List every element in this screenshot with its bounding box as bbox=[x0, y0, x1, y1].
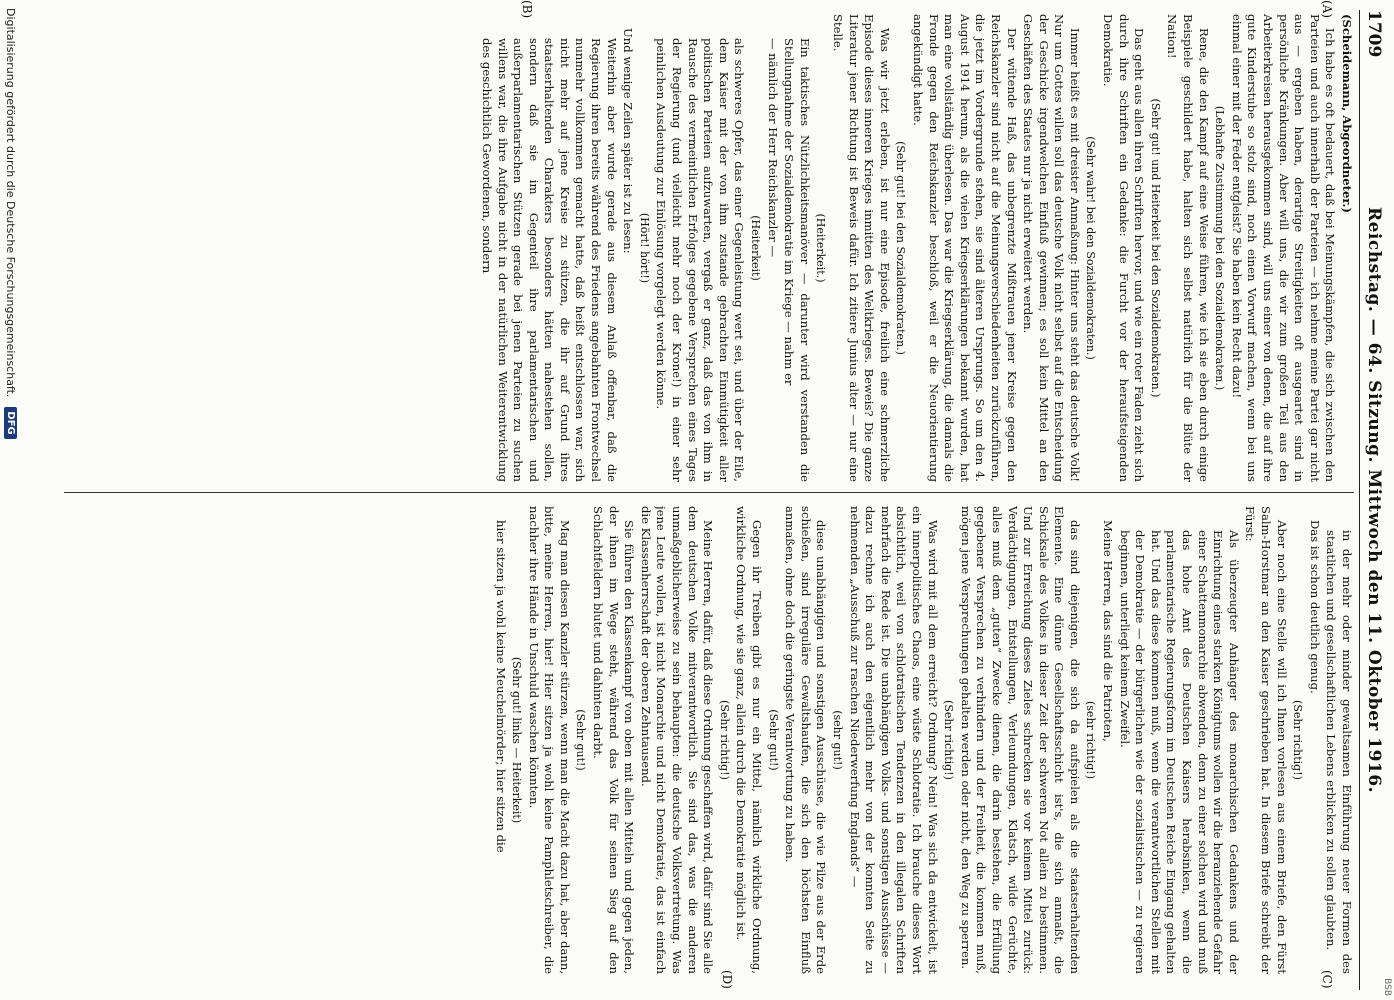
paragraph: Immer heißt es mit dreister Anmaßung: Hinter uns steht das deutsche Volk! Nur um Gottes willen soll das deutsche Volk nicht selbst auf die Entscheidung der Geschicke irgendwelchen Einfluß gewinnen; es soll kein Mittel an den Geschäften des Staates nur ja nicht erweitert werden. bbox=[1021, 14, 1082, 482]
paragraph: Meine Herren, das sind die Patrioten, bbox=[1101, 520, 1116, 742]
reaction: (sehr gut!) bbox=[831, 710, 844, 770]
paragraph: Das geht aus allen ihren Schriften hervor, und wie ein roter Faden zieht sich durch ihre Schriften ein Gedanke: die Furcht vor der heraufsteigenden Demokratie. bbox=[1101, 14, 1147, 482]
right-column bbox=[64, 506, 1354, 974]
reaction: (Sehr gut!) bbox=[766, 709, 780, 771]
paragraph: hier sitzen ja wohl keine Meuchelmörder; hier sitzen die bbox=[493, 520, 508, 853]
reaction: (Hört! hört!) bbox=[637, 212, 651, 284]
left-column bbox=[64, 14, 1354, 482]
paragraph: Das ist schon deutlich genug. bbox=[1307, 520, 1322, 694]
paragraph: Sie führen den Klassenkampf von oben mit allen Mitteln und gegen jeden, der ihnen im Wege steht, während das Volk für seinen Sieg auf den Schlachtfeldern blutet und dahinten darbt. bbox=[591, 506, 637, 974]
paragraph: Meine Herren, dafür, daß diese Ordnung geschaffen wird, dafür sind Sie alle dem deutschen Volke mitverantwortlich. Sie sind das, was die anderen unmaßgeblicherweise zu sein behaupten: die deutsche Volksvertretung. Was jene Leute wollen, ist nicht Monarchie und nicht Demokratie, das ist einfach die Klassenherrschaft der oberen Zehntausend. bbox=[638, 506, 716, 974]
digitization-footer bbox=[0, 0, 22, 1000]
reaction: (Sehr gut! und Heiterkeit bei den Sozialdemokraten.) bbox=[1148, 98, 1162, 398]
quotation: als schweres Opfer, das einer Gegenleistung wert sei, und über der Eile, dem Kaiser mit der von ihm zustande gebrachten Einmütigkeit aller politischen Parteien aufzuwarten, vergaß er ganz, daß das von ihm in Rausche des vermeintlichen Erfolges gegebene Versprechen eines Tages der Regierung (und vielleicht mehr noch der Krone!) in einer sehr peinlichen Ausdeutung zur Einlösung vorgelegt werden könne. bbox=[654, 38, 747, 482]
quotation: in der mehr oder minder gewaltsamen Einführung neuer Formen des staatlichen und gesellschaftlichen Lebens erblicken zu sollen glaubten. bbox=[1324, 530, 1354, 974]
quotation: — nämlich der Herr Reichskanzler — bbox=[765, 38, 780, 258]
library-mark: BSB bbox=[1382, 978, 1392, 996]
page-header bbox=[1359, 10, 1386, 990]
column-divider bbox=[64, 492, 1354, 493]
paragraph: Aber noch eine Stelle will ich Ihnen vorlesen aus einem Briefe, den Fürst Salm-Horstmar an den Kaiser geschrieben hat. In diesem Briefe schreibt der Fürst: bbox=[1243, 506, 1289, 974]
margin-letter-d: (D) bbox=[720, 970, 734, 989]
reaction: (Sehr wahr! bei den Sozialdemokraten.) bbox=[1084, 136, 1098, 360]
paragraph: Und wenige Zeilen später ist zu lesen: bbox=[621, 28, 636, 254]
reaction: (Sehr richtig!) bbox=[942, 700, 956, 780]
paragraph: Ich habe es oft bedauert, daß bei Meinungskämpfen, die sich zwischen den Parteien und auch innerhalb der Parteien — ich nehme meine Partei gar nicht aus — ergeben haben, derartige Streitigkeiten oft ausgeartet sind in persönliche Kränkungen. Aber will uns, die wir zum großen Teil aus den Arbeiterkreisen herausgekommen sind, will uns einer von denen, die auf ihre gute Kinderstube so stolz sind, noch einen Vorwurf machen, wenn bei uns einmal einer mit der Feder entgleist? Sie haben kein Recht dazu! bbox=[1229, 14, 1338, 482]
speaker-label: (Scheidemann, Abgeordneter.) bbox=[1340, 14, 1354, 213]
quotation: Weiterhin aber wurde gerade aus diesem Anlaß offenbar, daß die Regierung ihren bereits während des Friedens angebahnten Frontwechsel nunmehr vollkommen gemacht hatte, daß heißt entschlossen war, sich nicht mehr auf jene Kreise zu stützen, die ihr auf Grund ihres staatserhaltenden Charakters besonders hätten nahestehen sollen, sondern daß sie im Gegenteil ihre parlamentarischen und außerparlamentarischen Stützen gerade bei jenen Parteien zu suchen willens war, die ihre Aufgabe nicht in der natürlichen Weiterentwicklung des geschichtlich Gewordenen, sondern bbox=[479, 38, 619, 482]
paragraph: diese unabhängigen und sonstigen Ausschüsse, die wie Pilze aus der Erde schießen, sind irreguläre Gewaltshaufen, die sich den höchsten Einfluß anmaßen, ohne doch die geringste Verantwortung zu haben. bbox=[783, 506, 829, 974]
paragraph: Gegen ihr Treiben gibt es nur ein Mittel, nämlich wirkliche Ordnung, wirkliche Ordnung, wie sie ganz, allein durch die Demokratie möglich ist. bbox=[734, 506, 765, 974]
funding-credit: Digitalisierung gefördert durch die Deutsche Forschungsgemeinschaft. bbox=[4, 8, 18, 398]
reaction: (Heiterkeit.) bbox=[814, 213, 828, 283]
paragraph: Was wird mit all dem erreicht? Ordnung? Nein! Was sich da entwickelt, ist ein innerpolitisches Chaos, eine wüste Schlotratie. Ich brauche dieses Wort absichtlich, weil von schlotratischen Tendenzen in den illegalen Schriften mehrfach die Rede ist. Die unabhängigen Volks- und sonstigen Ausschüsse — dazu rechne ich auch den eigentlich mehr von der konnten Seite zu nehmenden „Ausschuß zur raschen Niederwerfung Englands“ — bbox=[847, 506, 940, 974]
page-title: Reichstag. — 64. Sitzung. Mittwoch den 11. Oktober 1916. bbox=[1364, 206, 1384, 794]
paragraph: Was wir jetzt erleben, ist nur eine Episode, freilich eine schmerzliche Episode dieses inneren Krieges inmitten des Weltkrieges. Beweis? Die ganze Literatur jener Richtung ist Beweis dafür. Ich zitiere Junius alter — nur eine Stelle. bbox=[831, 14, 892, 482]
paragraph: Rene, die den Kampf auf eine Weise führen, wie ich sie eben durch einige Beispiele geschildert habe, halten sich selbst natürlich für die Blüte der Nation! bbox=[1165, 14, 1211, 482]
quotation: Ein taktisches Nützlichkeitsmanöver — darunter wird verstanden die Stellungnahme der Sozialdemokratie im Kriege — nahm er bbox=[782, 38, 812, 482]
quotation: Als überzeugter Anhänger des monarchischen Gedankens und der Einrichtung eines starken Königtums wollen wir die heranziehende Gefahr einer Schattenmonarchie abwenden, denn zu einer solchen wird und muß das hohe Amt des Deutschen Kaisers herabsinken, wenn die parlamentarische Regierungsform im Deutschen Reiche Eingang gehalten hat. Und das diese kommen muß, wenn die verantwortlichen Stellen mit der Demokratie — der bürgerlichen wie der sozialistischen — zu regieren beginnen, unterliegt keinem Zweifel. bbox=[1117, 530, 1241, 974]
reaction: (Sehr richtig!) bbox=[717, 700, 731, 780]
margin-letter-c: (C) bbox=[1320, 970, 1334, 989]
paragraph: das sind diejenigen, die sich da aufspielen als die staatserhaltenden Elemente. Eine dünne Gesellschaftsschicht ist's, die sich anmaßt, die Schicksale des Volkes in dieser Zeit der schweren Not allein zu bestimmen. Und zur Erreichung dieses Zieles schrecken sie vor keinem Mittel zurück: Verdächtigungen, Entstellungen, Verleumdungen, Klatsch, wilde Gerüchte, alles muß dem „guten“ Zwecke dienen, die darin bestehen, die Erfüllung gegebener Versprechen zu verhindern und der Freiheit, die kommen muß, mögen jene Versprechungen gehalten werden oder nicht, den Weg zu sperren. bbox=[958, 506, 1082, 974]
reaction: (Heiterkeit) bbox=[749, 215, 763, 281]
margin-letter-b: (B) bbox=[520, 0, 534, 19]
dfg-logo-icon: DFG bbox=[5, 407, 18, 438]
paragraph: Mag man diesen Kanzler stürzen, wenn man die Macht dazu hat, aber dann, bitte, meine Herren, hier! Hier sitzen ja wohl keine Pamphletschreiber, die nachher ihre Hände in Unschuld waschen könnten. bbox=[526, 506, 572, 974]
reaction: (Sehr richtig!) bbox=[1291, 700, 1305, 780]
reaction: (Sehr gut! bei den Sozialdemokraten.) bbox=[894, 141, 908, 355]
reaction: (sehr richtig!) bbox=[1084, 701, 1098, 779]
reaction: (Sehr gut! links — Heiterkeit) bbox=[510, 656, 524, 824]
page-number: 1709 bbox=[1364, 10, 1384, 58]
reaction: (Lebhafte Zustimmung bei den Sozialdemokraten.) bbox=[1213, 105, 1227, 391]
reaction: (Sehr gut!) bbox=[574, 709, 588, 771]
paragraph: Der wütende Haß, das unbegrenzte Mißtrauen jener Kreise gegen den Reichskanzler sind nicht auf die Meinungsverschiedenheiten zurückzuführen, die jetzt im Vordergrunde stehen, sie sind älteren Ursprungs. So um den 4. August 1914 herum, als die vielen Kriegserklärungen bekannt wurden, hat man eine vollständig überlesen. Das war die Kriegserklärung, die damals die Fronde gegen den Reichskanzler beschloß, weil er die Neuorientierung angekündigt hatte. bbox=[910, 14, 1019, 482]
margin-letter-a: (A) bbox=[1320, 0, 1334, 19]
